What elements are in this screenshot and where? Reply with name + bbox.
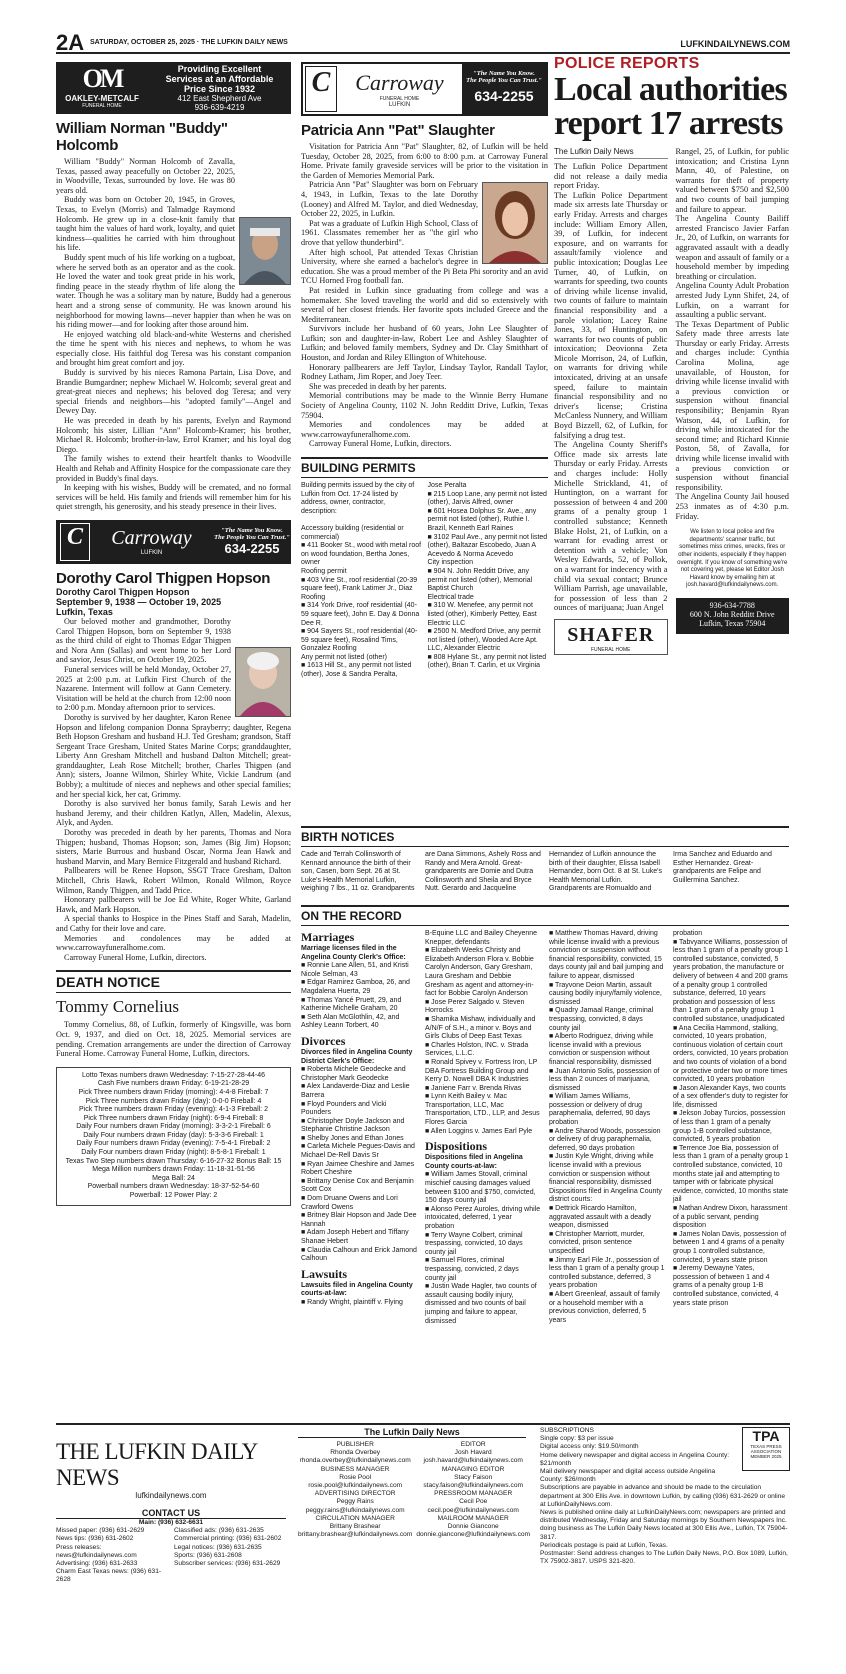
hopson-p9: Memories and condolences may be added at www.carrowayfuneralhome.com. [56, 933, 291, 953]
police-kicker: POLICE REPORTS [554, 55, 700, 72]
column-middle [301, 62, 548, 817]
carroway-phone-2: 634-2255 [224, 541, 280, 557]
hopson-p3: Dorothy is survived by her daughter, Karon Renee Hopson and lifelong companion Donna Sprayberry; daughter, Regena Beth Hopson Gresham and husband H.J. Ted Gresham; grandson, Staff Sergeant Trace Gresham, United States Marine Corps; granddaughter, Liberty Ann Gresham Mitchell and husband Dalton Mitchell; great-granddaughter, Leah Rose Mitchell; brother, Charles Thigpen (and Ann); sisters, Joanne Wilmon, Shirley White, Vickie Landrum (and Bobby); a multitude of nieces and nephews and other special families; and her special kick, her cat, Grimmy. [56, 712, 291, 799]
hopson-p10: Carroway Funeral Home, Lufkin, directors. [64, 952, 207, 962]
hopson-p1: Our beloved mother and grandmother, Dorothy Carol Thigpen Hopson, born on September 9, 1938 as the third child of eight to Thomas Edgar Thigpen and Nora Ann (Sallas) and went home to her Lord and savior, Jesus Christ, on October 19, 2025. [56, 616, 231, 665]
lawsuits-heading: Lawsuits [301, 1266, 348, 1281]
carroway-logo: Carroway [355, 70, 444, 95]
shafer-phone: 936-634-7788 [709, 600, 755, 610]
holcomb-p4: He enjoyed watching old black-and-white Westerns and cherished the time he spent with his nieces and nephews, to whom he was especially close. His faithful dog Teresa was his constant companion and brought him great comfort and joy. [56, 329, 291, 368]
slaughter-p4: After high school, Pat attended Texas Christian University, where she earned a bachelor's degree in education. She was a proud member of the Pi Beta Phi sorority and an avid TCU Horned Frog football fan. [301, 247, 548, 286]
column-right [554, 55, 789, 825]
holcomb-photo [239, 217, 291, 285]
staff-list-1: PUBLISHER Rhonda Overbey rhonda.overbey@lufkindailynews.com BUSINESS MANAGER Rosie Pool rosie.pool@lufkindailynews.com ADVERTISING DIRECTOR Peggy Rains peggy.rains@lufkindailynews.com CIRCULATION MANAGER Brittany Brashear brittany.brashear@lufkindailynews.com [298, 1441, 413, 1539]
slaughter-headline: Patricia Ann "Pat" Slaughter [301, 122, 495, 139]
divorces-sub: Divorces filed in Angelina County District Clerk's Office: [301, 1048, 413, 1065]
carroway-c-logo-icon: C [305, 66, 337, 112]
oakley-tag2: Services at an Affordable [165, 74, 274, 84]
shafer-city: Lufkin, Texas 75904 [699, 618, 766, 628]
oakley-name: OAKLEY-METCALF [65, 94, 139, 103]
hopson-dates: September 9, 1938 — October 19, 2025 [56, 596, 222, 607]
police-headline: Local authorities report 17 arrests [554, 71, 787, 142]
lawsuits-sub: Lawsuits filed in Angelina County courts-at-law: [301, 1281, 413, 1298]
lotto-line: Texas Two Step numbers drawn Thursday: 6-16-27-32 Bonus Ball: 15 [65, 1157, 282, 1165]
shafer-ad[interactable] [554, 619, 668, 655]
shafer-sub: FUNERAL HOME [590, 646, 631, 653]
cornelius-name: Tommy Cornelius [56, 997, 180, 1017]
police-byline: The Lufkin Daily News [554, 147, 668, 159]
hopson-p4: Dorothy is also survived her bonus family, Sarah Lewis and her husband Jeremy, and their children Katlyn, Allen, Madelin, Alexus, Alyk, and Ayden. [56, 799, 291, 828]
dispositions-list-3: probation ■ Tabvyance Williams, possession of less than 1 gram of a penalty group 1 controlled substance, convicted, 5 years probation, the manufacture or delivery of between 4 and 200 grams of a penalty group 1 controlled substance, deferred, 10 years probation and possession of less than 1 gram of a penalty group 1 controlled substance, unadjudicated ■ Ana Cecilia Hammond, stalking, convicted, 10 years probation, continuous violation of certain court orders, convicted, 10 years probation and two counts of violation of a bond or protective order two or more times convicted, 10 years probation ■ Jason Alexander Kays, two counts of a sex offender's duty to register for life, dismissed ■ Jekson Jobay Turcios, possession of less than 1 gram of a penalty group 1-B controlled substance, convicted, 5 years probation ■ Terrence Joe Bia, possession of less than 1 gram of a penalty group 1 controlled substance, convicted, 10 months state jail and attempting to tamper with or fabricate physical evidence, convicted, 10 months state jail ■ Nathan Andrew Dixon, harassment of a public servant, pending disposition ■ James Nolan Davis, possession of between 1 and 4 grams of a penalty group 1 controlled substance, convicted, 9 years state prison ■ Jeremy Dewayne Yates, possession of between 1 and 4 grams of a penalty group 1-B controlled substance, convicted, 4 years state prison [673, 930, 789, 1307]
holcomb-p2: Buddy was born on October 20, 1945, in Groves, Texas, to Evelyn (Morris) and Talmadge Raymond Holcomb. He grew up in a close-knit family that taught him the values of hard work, loyalty, and quiet kindness—qualities he carried with him throughout his life. [56, 195, 235, 253]
oakley-tag3: Price Since 1932 [183, 84, 256, 94]
slaughter-p3: Pat was a graduate of Lufkin High School, Class of 1961. Classmates remember her as "the girl who drove that yellow thunderbird". [301, 218, 478, 247]
oakley-phone: 936-639-4219 [194, 103, 245, 112]
tpa-year: MEMBER 2025 [750, 1454, 782, 1459]
permits-col2: Jose Peralta ■ 215 Loop Lane, any permit not listed (other), Jarvis Alfred, owner ■ 601 Hosea Dolphus Sr. Ave., any permit not listed (other), Ruthie I. Brazil, Kenneth Earl Raines ■ 3102 Paul Ave., any permit not listed (other), Baltazar Escobedo, Juan A Acevedo & Norma Acevedo City inspection ■ 904 N. John Redditt Drive, any permit not listed (other), Memorial Baptist Church Electrical trade ■ 310 W. Menefee, any permit not listed (other), Kimberly Pettey, East Electric LLC ■ 2500 N. Medford Drive, any permit not listed (other), Wooded Acre Apt. LLC, Alexander Electric ■ 808 Hylane St., any permit not listed (other), Brian T. Carlin, et ux Virginia [427, 482, 548, 670]
birth-notices-title: BIRTH NOTICES [301, 826, 789, 847]
lotto-line: Pick Three numbers drawn Friday (night): 6-9-4 Fireball: 8 [83, 1114, 264, 1122]
oakley-logo: OM [82, 64, 122, 93]
hopson-headline: Dorothy Carol Thigpen Hopson [56, 569, 271, 587]
hopson-photo [235, 647, 291, 717]
staff-list-2: EDITOR Josh Havard josh.havard@lufkindailynews.com MANAGING EDITOR Stacy Faison stacy.faison@lufkindailynews.com PRESSROOM MANAGER Cecil Poe cecil.poe@lufkindailynews.com MAILROOM MANAGER Donnie Giancone donnie.giancone@lufkindailynews.com [416, 1441, 531, 1539]
tpa-logo-icon: TPA [752, 1428, 780, 1444]
carroway-ad[interactable] [301, 62, 548, 116]
carroway-city: LUFKIN [388, 102, 411, 108]
slaughter-p10: Memories and condolences may be added at www.carrowayfuneralhome.com. [301, 420, 548, 439]
birth-notices-text: Cade and Terrah Collinsworth of Kennard announce the birth of their son, Casen, born Sept. 26 at St. Luke's Health Memorial Lufkin, weighing 7 lbs., 11 oz. Grandparents are Dana Simmons, Ashely Ross and Randy and Mera Arnold. Great-grandparents are Domie and Dutra Collinsworth and Sheila and Bryce Nutt. Gerardo and Jacqueline Hernandez of Lufkin announce the birth of their daughter, Elissa Isabell Hernandez, born Oct. 8 at St. Luke's Health Memorial Lufkin. Grandparents are Romualdo and Irma Sanchez and Eduardo and Esther Hernandez. Great-grandparents are Felipe and Guillermina Sanchez. [301, 851, 772, 893]
slaughter-p7: Honorary pallbearers are Jeff Taylor, Lindsay Taylor, Randall Taylor, Rodney Latham, Jim Roper, and Joey Teer. [301, 362, 548, 382]
slaughter-p9: Memorial contributions may be made to the Winnie Berry Humane Society of Angelina County, 1102 N. John Redditt Drive, Lufkin, Texas 75904. [301, 391, 548, 420]
carroway-tag1: "The Name You Know. [473, 70, 535, 77]
shafer-logo: SHAFER [567, 623, 655, 646]
marriages-sub: Marriage licenses filed in the Angelina County Clerk's Office: [301, 945, 406, 961]
birth-notices [301, 826, 789, 901]
dispositions-sub: Dispositions filed in Angelina County courts-at-law: [425, 1154, 523, 1170]
holcomb-p7: The family wishes to extend their heartfelt thanks to Woodville Health and Rehab and Affinity Hospice for the compassionate care they provided in Buddy's final days. [56, 454, 291, 483]
police-col1: The Lufkin Police Department did not release a daily media report Friday. The Lufkin Police Department made six arrests late Thursday or early Friday. Arrests and charges include: William Emory Allen, 39, of Lufkin, for indecent exposure, and on warrants for assault/family violence and public intoxication; Douglas Lee Turner, 40, of Lufkin, on warrants for speeding, two counts of driving while license invalid, two counts of failure to maintain financial responsibility and a parole violation; Lacey Raine Jones, 33, of Huntington, on warrants for two counts of public intoxication; Deovionna Zeta Micole Morrison, 24, of Lufkin, on warrants for driving while intoxicated, driving at an unsafe speed, failure to maintain financial responsibility and no driver's license; Cristina McCanless Nunnery, and William Boyd Bizzell, 62, of Lufkin, for falsifying a drug test. The Angelina County Sheriff's Office made six arrests late Thursday or early Friday. Arrests and charges include: Holly Michelle Strickland, 41, of Huntington, on a warrant for possession of between 4 and 200 grams of a penalty group 1 controlled substance; Kenneth Blake Holst, 21, of Lufkin, on a warrant for evading arrest or detention with a vehicle; Von Wesley Edwards, 52, of Pollok, on a warrant for indecency with a child via sexual contact; Brunce William Parrish, age unavailable, for possession of less than 2 ounces of marijuana; Juan Angel [554, 162, 668, 613]
slaughter-p6: Survivors include her husband of 60 years, John Lee Slaughter of Lufkin; son and daughter-in-law, Robert Lee and Ashley Slaughter of Lufkin; and beloved family members, Sydney and Dr. Clay Smithhart of Houston, and Jordan and Riley Ellington of Whitehouse. [301, 324, 548, 363]
permits-col1: Building permits issued by the city of Lufkin from Oct. 17-24 listed by address, owner, contractor, description: Accessory building (residential or commercial) ■ 411 Booker St., wood with metal roof on wood foundation, Bertha Jones, owner Roofing permit ■ 403 Vine St., roof residential (20-39 square feet), Frank Latimer Jr., Diaz Roofing ■ 314 York Drive, roof residential (40-59 square feet), John E. Day & Donna Dee R. ■ 904 Sayers St., roof residential (40-59 square feet), Rosalind Tims, Gonzalez Roofing Any permit not listed (other) ■ 1613 Hill St., any permit not listed (other), Jose & Sandra Peralta, [301, 482, 422, 679]
death-notice-title: DEATH NOTICE [56, 970, 291, 993]
hopson-p8: A special thanks to Hospice in the Pines Staff and Sarah, Madelin, and Cathy for their love and care. [56, 914, 291, 933]
carroway-city-2: LUFKIN [140, 550, 163, 557]
lotto-line: Daily Four numbers drawn Friday (night): 8-5-8-1 Fireball: 1 [81, 1149, 266, 1157]
lotto-line: Cash Five numbers drawn Friday: 6-19-21-28-29 [97, 1080, 250, 1088]
divorces-heading: Divorces [301, 1033, 346, 1048]
lotto-line: Pick Three numbers drawn Friday (evening): 4-1-3 Fireball: 2 [79, 1106, 268, 1114]
carroway-tag1-2: "The Name You Know. [221, 527, 283, 535]
carroway-tag2: The People You Can Trust." [466, 77, 542, 84]
dispositions-list: ■ William James Stovall, criminal mischief causing damages valued between $100 and $750, convicted, 150 days county jail ■ Alonso Perez Auroles, driving while intoxicated, deferred, 1 year probation ■ Terry Wayne Colbert, criminal trespassing, convicted, 10 days county jail ■ Samuel Flores, criminal trespassing, convicted, 2 days county jail ■ Justin Wade Hagler, two counts of assault causing bodily injury, dismissed and two counts of bail jumping and failure to appear, dismissed [425, 1171, 541, 1325]
holcomb-p8: In keeping with his wishes, Buddy will be cremated, and no formal services will be held. His family and friends will remember him for his quiet strength, his generosity, and his steady presence in their lives. [56, 483, 291, 512]
lotto-line: Lotto Texas numbers drawn Wednesday: 7-15-27-28-44-46 [81, 1071, 265, 1079]
divorces-list: ■ Roberta Michele Geodecke and Christopher Mark Geodecke ■ Alex Landaverde-Diaz and Leslie Barrera ■ Floyd Pounders and Vicki Pounders ■ Christopher Doyle Jackson and Stephanie Christine Jackson ■ Shelby Jones and Ethan Jones ■ Carleta Michele Pegues-Davis and Michael De-Rell Davis Sr ■ Ryan Jaimee Cheshire and James Robert Cheshire ■ Brittany Denise Cox and Benjamin Scott Cox ■ Dom Druane Owens and Lori Crawford Owens ■ Britney Blair Hopson and Jade Dee Hannah ■ Adam Joseph Hebert and Tiffany Shanae Hebert ■ Claudia Calhoun and Erick Jamond Calhoun [301, 1066, 417, 1263]
oakley-sub: FUNERAL HOME [82, 103, 122, 109]
shafer-addr: 600 N. John Redditt Drive [689, 609, 775, 619]
slaughter-p11: Carroway Funeral Home, Lufkin, directors. [309, 439, 452, 449]
lotto-line: Daily Four numbers drawn Friday (day): 5-3-3-6 Fireball: 1 [83, 1131, 264, 1139]
slaughter-p1: Visitation for Patricia Ann "Pat" Slaughter, 82, of Lufkin will be held Tuesday, October 28, 2025, from 6:00 to 8:00 p.m. at Carroway Funeral Home. Private family graveside services will be prior to the visitation in the Garden of Memories Memorial Park. [301, 142, 548, 180]
contact-list-1: Missed paper: (936) 631-2629 News tips: (936) 631-2602 Press releases: news@lufkindailynews.com Advertising: (936) 631-2633 Charm East Texas news: (936) 631-2628 [56, 1527, 162, 1584]
holcomb-headline: William Norman "Buddy" Holcomb [56, 120, 228, 154]
tpa-name: TEXAS PRESS ASSOCIATION [750, 1444, 782, 1454]
police-note: We listen to local police and fire departments' scanner traffic, but sometimes miss crimes, wrecks, fires or other incidents, especially if they happen overnight. If you know of something we're not covering yet, please let Editor Josh Havard know by emailing him at josh.havard@lufkindailynews.com. [677, 529, 788, 589]
carroway-logo-2: Carroway [111, 527, 192, 550]
hopson-name2: Dorothy Carol Thigpen Hopson [56, 586, 190, 597]
contact-heading: CONTACT US [56, 1508, 286, 1519]
subscriptions-text: SUBSCRIPTIONS Single copy: $3 per issue Digital access only: $19.50/month Home delivery newspaper and digital access in Angelina County: $21/month Mail delivery newspaper and digital access outside Angelina County: $26/month Subscriptions are payable in advance and should be made to the circulation department at 300 Ellis Ave. in downtown Lufkin, by calling (936) 631-2629 or online at LufkinDailyNews.com. News is published online daily at LufkinDailyNews.com; newspapers are printed and distributed Wednesday, Friday and Saturday mornings by Southern Newspapers Inc. doing business as The Lufkin Daily News located at 300 Ellis Ave., Lufkin, TX 75904-3817. Periodicals postage is paid at Lufkin, Texas. Postmaster: Send address changes to The Lufkin Daily News, P.O. Box 1089, Lufkin, TX 75902-3817. USPS 321-820. [540, 1427, 788, 1566]
holcomb-p6: He was preceded in death by his parents, Evelyn and Raymond Holcomb; his sister, Lillian "Ann" Holcomb-Kramer; his brother, Michael R. Holcomb; brother-in-law, Errol Kramer; and his loyal dog Diego. [56, 416, 291, 454]
marriages-list: ■ Ronnie Lane Allen, 51, and Kristi Nicole Selman, 43 ■ Edgar Ramirez Gamboa, 26, and Magdalena Huerta, 29 ■ Thomas Yancé Pruett, 29, and Katherine Michelle Graham, 20 ■ Seth Alan McGlothlin, 42, and Ashley Leann Torbert, 40 [301, 962, 410, 1030]
oakley-addr: 412 East Shepherd Ave [177, 94, 262, 103]
contact-main: Main: (936) 632-6631 [138, 1519, 204, 1526]
police-col2: Rangel, 25, of Lufkin, for public intoxication; and Cristina Lynn Mann, 40, of Palestine, on warrants for theft of property valued between $750 and $2,500 and two counts of bail jumping and failure to appear. The Angelina County Bailiff arrested Francisco Javier Farfan Jr., 20, of Lufkin, on warrants for aggravated assault with a deadly weapon and assault of family or a household member by impeding breathing or circulation. Angelina County Adult Probation arrested Judy Lynn Shifet, 24, of Lufkin, on a warrant for assaulting a public servant. The Texas Department of Public Safety made three arrests late Thursday or early Friday. Arrests and charges include: Cynthia Carolina Molina, age unavailable, of Houston, for driving while license invalid with a previous conviction or suspension without financial responsibility; Benjamin Ryan Watson, 44, of Lufkin, for driving while intoxicated for the second time; and Richard Kinnie Poston, 58, of Zavalla, for driving while license invalid with a previous conviction or suspension without financial responsibility. The Angelina County Jail housed 253 inmates as of 4:30 p.m. Friday. [675, 147, 789, 521]
page-number: 2A [56, 30, 85, 55]
marriages-heading: Marriages [301, 930, 355, 944]
masthead-url[interactable]: lufkindailynews.com [135, 1491, 207, 1500]
lotto-line: Powerball: 12 Power Play: 2 [129, 1192, 218, 1200]
dispositions-list-2: ■ Matthew Thomas Havard, driving while license invalid with a previous conviction or suspension without financial responsibility, convicted, 15 days county jail and bail jumping and failure to appear, dismissed ■ Trayvone Deion Martin, assault causing bodily injury/family violence, dismissed ■ Quadry Jamaal Range, criminal trespassing, convicted, 8 days county jail ■ Alberto Rodriguez, driving while license invalid with a previous conviction or suspension without financial responsibility, dismissed ■ Juan Antonio Solis, possession of less than 2 ounces of marijuana, dismissed ■ William James Williams, possession or delivery of drug paraphernalia, deferred, 90 days probation ■ Andre Sharod Woods, possession or delivery of drug paraphernalia, deferred, 90 days probation ■ Justin Kyle Wright, driving while license invalid with a previous conviction or suspension without financial responsibility, dismissed Dispositions filed in Angelina County district courts: ■ Dettrick Ricardo Hamilton, aggravated assault with a deadly weapon, dismissed ■ Christopher Marriott, murder, convicted, prison sentence unspecified ■ Jimmy Earl File Jr., possession of less than 1 gram of a penalty group 1 controlled substance, deferred, 3 years probation ■ Albert Greenleaf, assault of family or a household member with a previous conviction, deferred, 5 years [549, 930, 665, 1324]
cornelius-text: Tommy Cornelius, 88, of Lufkin, formerly of Kingsville, was born Oct. 9, 1937, and died on Oct. 18, 2025. Memorial services are pending. Cremation arrangements are under the direction of Carroway Funeral Home. Carroway Funeral Home, Lufkin, directors. [56, 1020, 291, 1059]
holcomb-p5: Buddy is survived by his nieces Ramona Partain, Lisa Dove, and Brandie Bumgardner; nephew Michael W. Holcomb; several great and great-great nieces and nephews; his beloved dog Teresa; and very special friends and neighbors—his "adopted family"—Angel and Dewey Day. [56, 368, 291, 416]
lotto-line: Mega Ball: 24 [152, 1174, 195, 1182]
building-permits-title: BUILDING PERMITS [301, 457, 548, 478]
column-left [56, 62, 291, 1407]
dateline: SATURDAY, OCTOBER 25, 2025 · THE LUFKIN DAILY NEWS [90, 39, 288, 46]
shafer-contact-box [676, 598, 790, 634]
oakley-metcalf-ad[interactable] [56, 62, 291, 114]
carroway-ad-2[interactable] [56, 520, 291, 564]
tpa-badge [742, 1427, 790, 1471]
lotto-line: Pick Three numbers drawn Friday (morning): 4-4-8 Fireball: 7 [78, 1088, 269, 1096]
oakley-tag1: Providing Excellent [177, 64, 262, 74]
masthead-title: THE LUFKIN DAILY NEWS [56, 1439, 257, 1490]
on-the-record [301, 905, 789, 1410]
hopson-p7: Honorary pallbearers will be Joe Ed White, Roger White, Garland Hawk, and Mark Hopson. [56, 895, 291, 914]
record-title: ON THE RECORD [301, 905, 789, 926]
slaughter-photo [482, 182, 548, 264]
masthead-footer [56, 1423, 790, 1628]
slaughter-p2: Patricia Ann "Pat" Slaughter was born on February 4, 1943, in Lufkin, Texas to the late Dorothy (Looney) and Alfred M. Taylor, and died Wednesday, October 22, 2025, in Lufkin. [301, 180, 478, 219]
slaughter-p8: She was preceded in death by her parents. [309, 381, 447, 391]
dispositions-heading: Dispositions [425, 1139, 488, 1154]
lotto-line: Daily Four numbers drawn Friday (morning): 3-3-2-1 Fireball: 6 [76, 1123, 271, 1131]
lotto-line: Mega Million numbers drawn Friday: 11-18-31-51-56 [92, 1166, 255, 1174]
holcomb-p3: Buddy spent much of his life working on a tugboat, where he served both as an operator and as the cook. He loved the water and took great pride in his work, finding peace in the steady rhythm of life along the water. Though he was a solitary man by nature, Buddy had a generous heart and a strong sense of community. He was known around his neighborhood for mowing lawns—never happier than when he was on his riding mower—and for looking after those around him. [56, 252, 291, 330]
holcomb-p1: William "Buddy" Norman Holcomb of Zavalla, Texas, passed away peacefully on October 22, 2025, in Woodville, Texas, surrounded by love. He was 80 years old. [56, 157, 235, 195]
lotto-line: Pick Three numbers drawn Friday (day): 0-0-0 Fireball: 4 [85, 1097, 262, 1105]
carroway-sub: FUNERAL HOME [379, 96, 420, 102]
hopson-p6: Pallbearers will be Renee Hopson, SSGT Trace Gresham, Dalton Mitchell, Chris Hawk, Robert Wilmon, Ronald Wilmon, Royce Wilmon, Randy Thigpen, and Tadd Price. [56, 866, 291, 895]
slaughter-p5: Pat resided in Lufkin since graduating from college and was a homemaker. She loved traveling the world and did so extensively with several of her closest friends. Her favorite spots included Greece and the Mediterranean. [301, 285, 548, 324]
carroway-c-logo-icon: C [60, 523, 90, 561]
hopson-p2: Funeral services will be held Monday, October 27, 2025 at 2:00 p.m. at Lufkin First Church of the Nazarene. Interment will follow at Gann Cemetery. Visitation will be held at the church from 12:00 noon to 2:00 p.m. Monday afternoon prior to services. [56, 664, 231, 713]
carroway-phone: 634-2255 [474, 88, 534, 104]
lotto-line: Daily Four numbers drawn Friday (evening): 7-5-4-1 Fireball: 2 [76, 1140, 271, 1148]
page-header [56, 30, 790, 55]
lotto-box [56, 1067, 291, 1206]
hopson-place: Lufkin, Texas [56, 606, 113, 617]
lawsuits-list: ■ Randy Wright, plaintiff v. Flying [301, 1298, 403, 1306]
lotto-line: Powerball numbers drawn Wednesday: 18-37-52-54-60 [87, 1183, 260, 1191]
carroway-tag2-2: The People You Can Trust." [214, 534, 290, 542]
staff-title: The Lufkin Daily News [298, 1427, 526, 1438]
contact-list-2: Classified ads: (936) 631-2635 Commercial printing: (936) 631-2602 Legal notices: (936) 631-2635 Sports: (936) 631-2608 Subscriber services: (936) 631-2629 [174, 1527, 282, 1568]
hopson-p5: Dorothy was preceded in death by her parents, Thomas and Nora Thigpen; husband, Thomas Hopson; son, James (Big Jim) Hopson; sisters, Marie Burrous and husband Oscar, Norma Jean Hawk and husband Marvin, and Mary Bernice Fitzgerald and husband Richard. [56, 828, 291, 866]
lawsuits-list-cont: B-Equine LLC and Bailey Cheyenne Knepper, defendants ■ Elizabeth Weeks Christy and Elizabeth Anderson Flora v. Bobbie Carolyn Anderson, Gary Gresham, Laura Gresham and Debbie Gresham as agent and attorney-in-fact for Bobbie Carolyn Anderson ■ Jose Perez Salgado v. Steven Horrocks ■ Shamika Mishaw, individually and A/N/F of S.H., a minor v. Boys and Girls Clubs of Deep East Texas ■ Charles Holston, INC. v. Strada Services, L.L.C. ■ Ronald Spivey v. Fortress Iron, LP DBA Fortress Building Group and Kerry D. Nowell DBA K Industries ■ Janiene Farr v. Brenda Rivas ■ Lynn Keith Bailey v. Mac Transportation, LLC, Mac Transportation, LTD., LLP, and Jesus Flores Garcia ■ Allen Loggins v. James Earl Pyle [425, 930, 540, 1135]
site-url[interactable]: LUFKINDAILYNEWS.COM [680, 39, 790, 49]
